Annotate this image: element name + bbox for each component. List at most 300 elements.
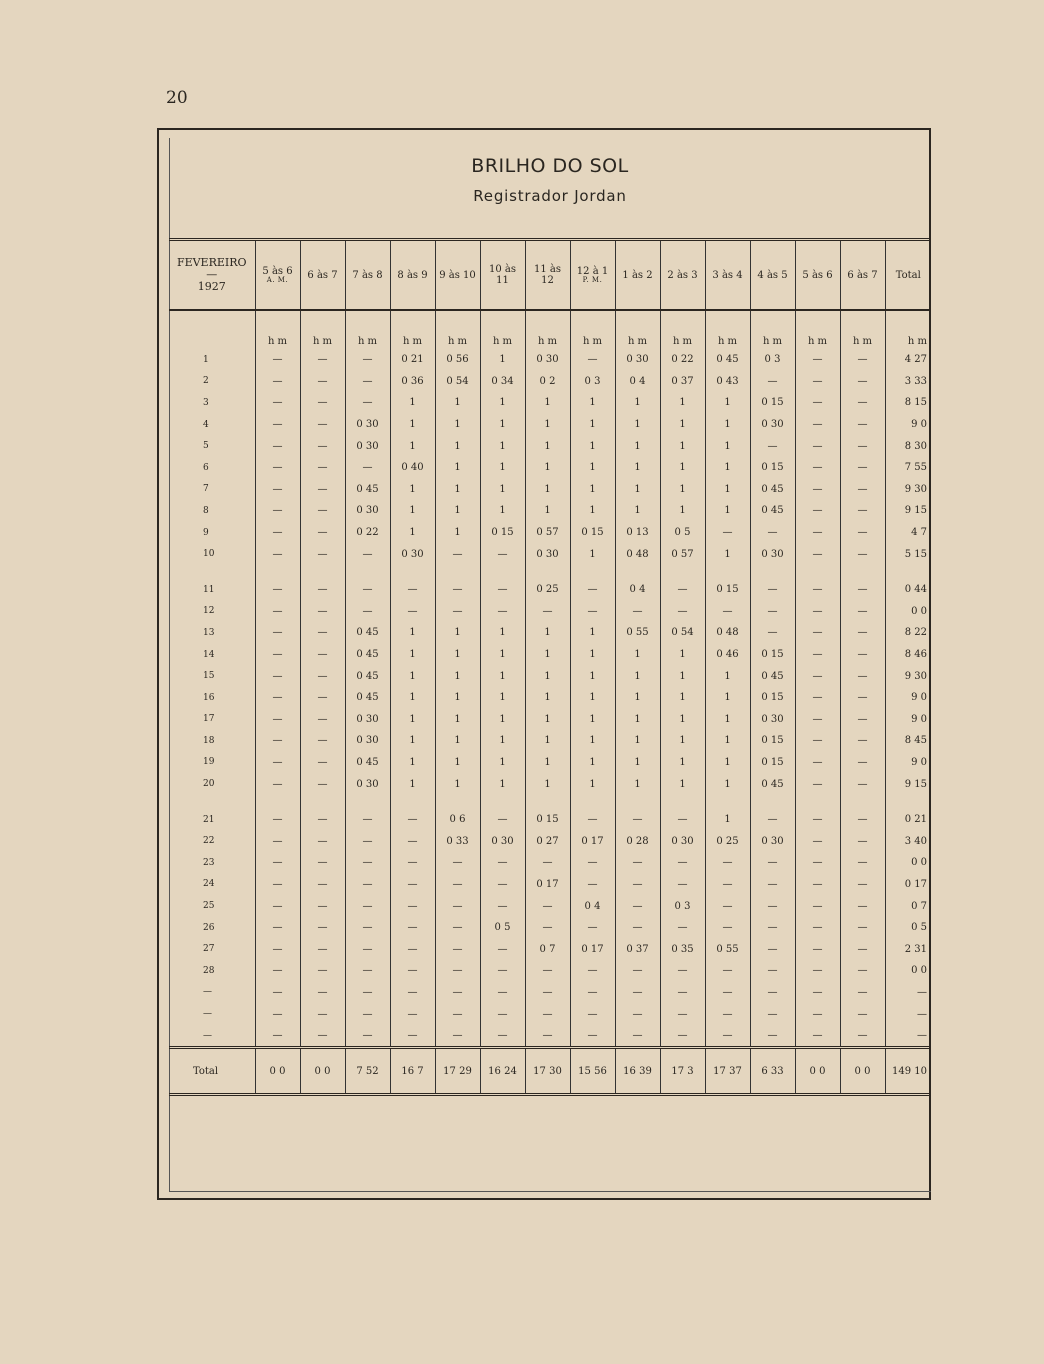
table-cell: 1 [660, 665, 705, 687]
table-row [169, 809, 931, 831]
table-cell: — [525, 1025, 570, 1048]
table-cell: 7 55 [885, 457, 931, 479]
table-cell: 1 [525, 687, 570, 709]
table-cell: — [300, 371, 345, 393]
row-label: — [203, 1030, 212, 1041]
column-header-label: 5 às 6 [802, 269, 833, 281]
gap-cell [795, 795, 840, 809]
table-cell: — [345, 579, 390, 601]
table-cell: — [750, 579, 795, 601]
gap-cell [525, 795, 570, 809]
table-cell: — [660, 960, 705, 982]
table-cell: — [480, 809, 525, 831]
table-cell: 9 15 [885, 500, 931, 522]
table-cell: 0 17 [885, 874, 931, 896]
table-cell: — [390, 960, 435, 982]
table-cell: 9 15 [885, 773, 931, 795]
table-cell: 1 [525, 752, 570, 774]
table-cell: — [480, 852, 525, 874]
table-cell: — [795, 392, 840, 414]
table-cell: 1 [660, 500, 705, 522]
table-cell: — [390, 1025, 435, 1048]
table-cell: 1 [435, 522, 480, 544]
table-cell: — [255, 349, 300, 371]
table-cell: 1 [390, 392, 435, 414]
table-cell: — [345, 895, 390, 917]
table-cell: 8 46 [885, 644, 931, 666]
table-cell: — [570, 349, 615, 371]
table-cell: — [300, 500, 345, 522]
row-label: 14 [203, 649, 215, 660]
table-cell: 0 30 [750, 414, 795, 436]
table-cell: — [255, 773, 300, 795]
table-cell: — [435, 1025, 480, 1048]
table-row [169, 895, 931, 917]
table-cell: — [255, 371, 300, 393]
table-cell: 1 [525, 665, 570, 687]
table-cell: 1 [705, 543, 750, 565]
table-cell: — [345, 601, 390, 623]
table-cell: — [750, 1003, 795, 1025]
table-cell: — [840, 543, 885, 565]
table-cell: — [345, 960, 390, 982]
gap-cell [840, 565, 885, 579]
table-cell: 0 15 [750, 730, 795, 752]
table-cell: 0 15 [705, 579, 750, 601]
table-cell: 6 33 [750, 1048, 795, 1095]
row-label: 28 [203, 965, 215, 976]
table-cell: — [435, 543, 480, 565]
table-cell: — [300, 709, 345, 731]
gap-cell [435, 565, 480, 579]
table-cell: — [480, 601, 525, 623]
table-cell: — [885, 1003, 931, 1025]
table-cell: 0 45 [345, 665, 390, 687]
table-cell: — [840, 982, 885, 1004]
table-cell: 0 3 [570, 371, 615, 393]
table-cell: 1 [435, 709, 480, 731]
gap-cell [255, 795, 300, 809]
table-cell: — [570, 809, 615, 831]
table-cell: 0 17 [525, 874, 570, 896]
table-cell: 0 45 [750, 500, 795, 522]
table-cell: 1 [615, 665, 660, 687]
table-cell: 1 [660, 457, 705, 479]
column-header-sub: P. M. [582, 275, 603, 284]
table-cell: 1 [390, 687, 435, 709]
table-cell: — [660, 601, 705, 623]
table-cell: — [300, 830, 345, 852]
table-cell: 1 [570, 435, 615, 457]
table-cell: — [615, 852, 660, 874]
row-label: 13 [203, 627, 215, 638]
table-cell: 1 [525, 622, 570, 644]
table-cell: 1 [480, 622, 525, 644]
row-label: — [203, 1009, 212, 1020]
table-cell: — [345, 1025, 390, 1048]
page-number: 20 [166, 88, 188, 108]
row-label: 25 [203, 901, 215, 912]
table-cell: 1 [480, 349, 525, 371]
table-cell: — [840, 773, 885, 795]
table-cell: 1 [615, 752, 660, 774]
column-header [615, 240, 660, 311]
table-cell: 0 44 [885, 579, 931, 601]
table-cell: 1 [480, 730, 525, 752]
table-cell: h m [705, 310, 750, 349]
table-cell: 0 13 [615, 522, 660, 544]
table-cell: — [480, 1003, 525, 1025]
table-cell: — [345, 917, 390, 939]
table-cell: — [840, 414, 885, 436]
table-cell: — [840, 622, 885, 644]
table-cell: — [300, 665, 345, 687]
gap-cell [660, 795, 705, 809]
table-cell: 1 [435, 392, 480, 414]
table-cell: 0 30 [615, 349, 660, 371]
table-cell: — [795, 622, 840, 644]
table-cell: 1 [480, 414, 525, 436]
table-row [169, 500, 931, 522]
table-cell: 1 [570, 392, 615, 414]
table-row [169, 874, 931, 896]
table-cell: — [255, 500, 300, 522]
table-cell: — [435, 601, 480, 623]
table-cell: 1 [480, 709, 525, 731]
table-title: BRILHO DO SOL [471, 155, 629, 177]
table-cell: — [660, 1025, 705, 1048]
table-cell: 0 15 [525, 809, 570, 831]
table-cell: 1 [660, 730, 705, 752]
table-row [169, 960, 931, 982]
table-cell: — [255, 1003, 300, 1025]
column-header [390, 240, 435, 311]
gap-cell [885, 795, 931, 809]
table-cell: — [840, 1003, 885, 1025]
table-cell: 1 [435, 622, 480, 644]
row-gap [169, 565, 931, 579]
table-cell: — [660, 809, 705, 831]
table-cell: 1 [660, 435, 705, 457]
table-cell: — [885, 1025, 931, 1048]
table-cell: — [525, 601, 570, 623]
table-cell: — [300, 414, 345, 436]
table-cell: 1 [435, 644, 480, 666]
column-header-label: 9 às 10 [439, 269, 476, 281]
table-cell: — [390, 917, 435, 939]
table-cell: 1 [435, 457, 480, 479]
table-cell: — [480, 895, 525, 917]
table-cell: 1 [705, 687, 750, 709]
table-cell: 0 28 [615, 830, 660, 852]
table-cell: — [480, 543, 525, 565]
table-cell: 0 15 [750, 457, 795, 479]
table-cell: 1 [705, 500, 750, 522]
table-cell: 0 15 [570, 522, 615, 544]
table-cell: — [480, 874, 525, 896]
table-cell: 1 [390, 644, 435, 666]
table-cell: 1 [660, 773, 705, 795]
table-cell: 1 [705, 809, 750, 831]
table-row [169, 938, 931, 960]
table-cell: 0 45 [345, 687, 390, 709]
table-cell: — [435, 917, 480, 939]
table-cell: — [255, 435, 300, 457]
row-label: 26 [203, 922, 215, 933]
row-label [169, 310, 255, 349]
row-label: — [203, 987, 212, 998]
table-cell: — [750, 960, 795, 982]
table-cell: h m [390, 310, 435, 349]
table-cell: — [795, 773, 840, 795]
table-cell: 0 45 [345, 479, 390, 501]
table-cell: — [300, 349, 345, 371]
table-cell: 0 40 [390, 457, 435, 479]
column-header-sub: A. M. [266, 275, 289, 284]
table-row [169, 1003, 931, 1025]
table-cell: 4 27 [885, 349, 931, 371]
table-cell: 1 [390, 665, 435, 687]
table-cell: 1 [570, 730, 615, 752]
table-cell: 0 45 [345, 752, 390, 774]
table-cell: 0 5 [480, 917, 525, 939]
table-cell: 0 30 [525, 543, 570, 565]
table-row [169, 435, 931, 457]
table-cell: 16 7 [390, 1048, 435, 1095]
table-cell: 1 [615, 435, 660, 457]
row-label: 22 [203, 836, 215, 847]
table-cell: 1 [390, 479, 435, 501]
table-cell: 0 45 [345, 644, 390, 666]
table-cell: 1 [435, 414, 480, 436]
table-cell: 0 21 [390, 349, 435, 371]
table-cell: — [390, 874, 435, 896]
table-cell: — [300, 457, 345, 479]
table-cell: 9 0 [885, 687, 931, 709]
table-cell: 1 [525, 435, 570, 457]
column-header [795, 240, 840, 311]
sunshine-table [169, 238, 931, 1224]
table-cell: — [795, 543, 840, 565]
table-cell: 0 45 [705, 349, 750, 371]
table-cell: 1 [660, 644, 705, 666]
column-header-label: 7 às 8 [352, 269, 383, 281]
table-cell: — [840, 895, 885, 917]
table-cell: 16 24 [480, 1048, 525, 1095]
table-cell: — [750, 874, 795, 896]
table-cell: — [750, 522, 795, 544]
table-cell: 1 [705, 435, 750, 457]
table-cell: — [750, 982, 795, 1004]
table-cell: — [570, 601, 615, 623]
column-header-label: 10 às 11 [489, 264, 516, 286]
table-cell: 0 30 [345, 773, 390, 795]
table-cell: 1 [615, 644, 660, 666]
table-cell: 0 45 [345, 622, 390, 644]
table-cell: 0 22 [660, 349, 705, 371]
totals-row [169, 1048, 931, 1095]
table-cell: — [840, 579, 885, 601]
table-cell: — [795, 960, 840, 982]
column-header [345, 240, 390, 311]
table-cell: — [840, 457, 885, 479]
table-cell: 0 4 [615, 371, 660, 393]
table-cell: 1 [525, 773, 570, 795]
table-cell: — [480, 982, 525, 1004]
table-cell: 1 [525, 392, 570, 414]
table-cell: — [660, 917, 705, 939]
row-label: 18 [203, 735, 215, 746]
table-cell: 1 [525, 414, 570, 436]
table-cell: 0 25 [705, 830, 750, 852]
table-row [169, 709, 931, 731]
table-cell: — [795, 457, 840, 479]
row-label: 3 [203, 397, 209, 408]
table-cell: — [615, 1003, 660, 1025]
table-cell: 1 [660, 687, 705, 709]
table-cell: 17 37 [705, 1048, 750, 1095]
table-cell: — [435, 960, 480, 982]
table-cell: 1 [435, 773, 480, 795]
table-row [169, 917, 931, 939]
table-cell: — [345, 809, 390, 831]
table-cell: 17 29 [435, 1048, 480, 1095]
column-header-label: 6 às 7 [847, 269, 878, 281]
table-cell: — [795, 752, 840, 774]
row-label: 4 [203, 419, 209, 430]
table-cell: 0 25 [525, 579, 570, 601]
gap-cell [795, 565, 840, 579]
table-cell: — [480, 938, 525, 960]
table-cell: 0 4 [615, 579, 660, 601]
row-label: 23 [203, 857, 215, 868]
table-cell: 1 [525, 500, 570, 522]
table-row [169, 371, 931, 393]
table-row [169, 543, 931, 565]
table-cell: h m [345, 310, 390, 349]
table-cell: 1 [705, 392, 750, 414]
gap-cell [750, 795, 795, 809]
table-cell: — [300, 543, 345, 565]
table-cell: — [840, 938, 885, 960]
table-cell: — [255, 874, 300, 896]
table-cell: — [570, 1025, 615, 1048]
table-cell: 0 43 [705, 371, 750, 393]
table-cell: 0 15 [750, 687, 795, 709]
column-header [750, 240, 795, 311]
table-cell: — [615, 895, 660, 917]
gap-cell [345, 565, 390, 579]
table-cell: — [840, 730, 885, 752]
row-label: 9 [203, 527, 209, 538]
table-cell: 0 30 [345, 730, 390, 752]
gap-cell [255, 565, 300, 579]
table-cell: h m [480, 310, 525, 349]
gap-cell [300, 565, 345, 579]
table-cell: 1 [615, 500, 660, 522]
table-cell: — [255, 960, 300, 982]
table-cell: 1 [570, 665, 615, 687]
table-cell: — [570, 579, 615, 601]
table-cell: 1 [570, 752, 615, 774]
table-cell: — [660, 852, 705, 874]
table-cell: 1 [660, 392, 705, 414]
table-cell: 1 [615, 414, 660, 436]
table-cell: — [615, 917, 660, 939]
table-cell: — [840, 752, 885, 774]
table-cell: 16 39 [615, 1048, 660, 1095]
table-cell: — [255, 709, 300, 731]
table-cell: — [255, 543, 300, 565]
table-cell: 1 [435, 752, 480, 774]
table-cell: — [390, 1003, 435, 1025]
table-cell: h m [660, 310, 705, 349]
table-cell: — [840, 371, 885, 393]
table-cell: 1 [480, 435, 525, 457]
table-cell: 1 [390, 622, 435, 644]
table-cell: 1 [390, 709, 435, 731]
table-cell: 1 [660, 709, 705, 731]
table-row [169, 414, 931, 436]
gap-cell [169, 795, 255, 809]
column-header [525, 240, 570, 311]
table-cell: — [480, 960, 525, 982]
table-cell: 1 [525, 709, 570, 731]
table-cell: — [795, 1003, 840, 1025]
table-cell: — [300, 687, 345, 709]
table-cell: 1 [615, 687, 660, 709]
table-cell: — [750, 895, 795, 917]
table-cell: 0 36 [390, 371, 435, 393]
column-header-label: Total [895, 269, 921, 281]
table-cell: — [795, 709, 840, 731]
table-cell: — [750, 435, 795, 457]
table-cell: — [255, 644, 300, 666]
table-cell: — [255, 752, 300, 774]
table-cell: 1 [435, 500, 480, 522]
row-label: 27 [203, 944, 215, 955]
table-cell: — [615, 874, 660, 896]
column-header-label: 6 às 7 [307, 269, 338, 281]
table-cell: 1 [480, 457, 525, 479]
table-cell: — [435, 852, 480, 874]
table-cell: 1 [660, 479, 705, 501]
table-cell: 0 45 [750, 665, 795, 687]
gap-cell [705, 795, 750, 809]
table-cell: 0 3 [750, 349, 795, 371]
table-cell: 0 7 [525, 938, 570, 960]
table-cell: — [255, 730, 300, 752]
table-cell: 1 [390, 522, 435, 544]
table-cell: 0 5 [660, 522, 705, 544]
table-row [169, 349, 931, 371]
table-row [169, 665, 931, 687]
table-cell: — [840, 830, 885, 852]
table-cell: 149 10 [885, 1048, 931, 1095]
table-cell: h m [840, 310, 885, 349]
table-cell: 0 56 [435, 349, 480, 371]
table-cell: — [255, 982, 300, 1004]
table-cell: — [660, 1003, 705, 1025]
table-row [169, 687, 931, 709]
table-cell: 1 [570, 709, 615, 731]
table-cell: — [795, 687, 840, 709]
row-label: 16 [203, 692, 215, 703]
row-label: 19 [203, 757, 215, 768]
column-header [885, 240, 931, 311]
gap-cell [525, 565, 570, 579]
table-cell: 0 45 [750, 773, 795, 795]
